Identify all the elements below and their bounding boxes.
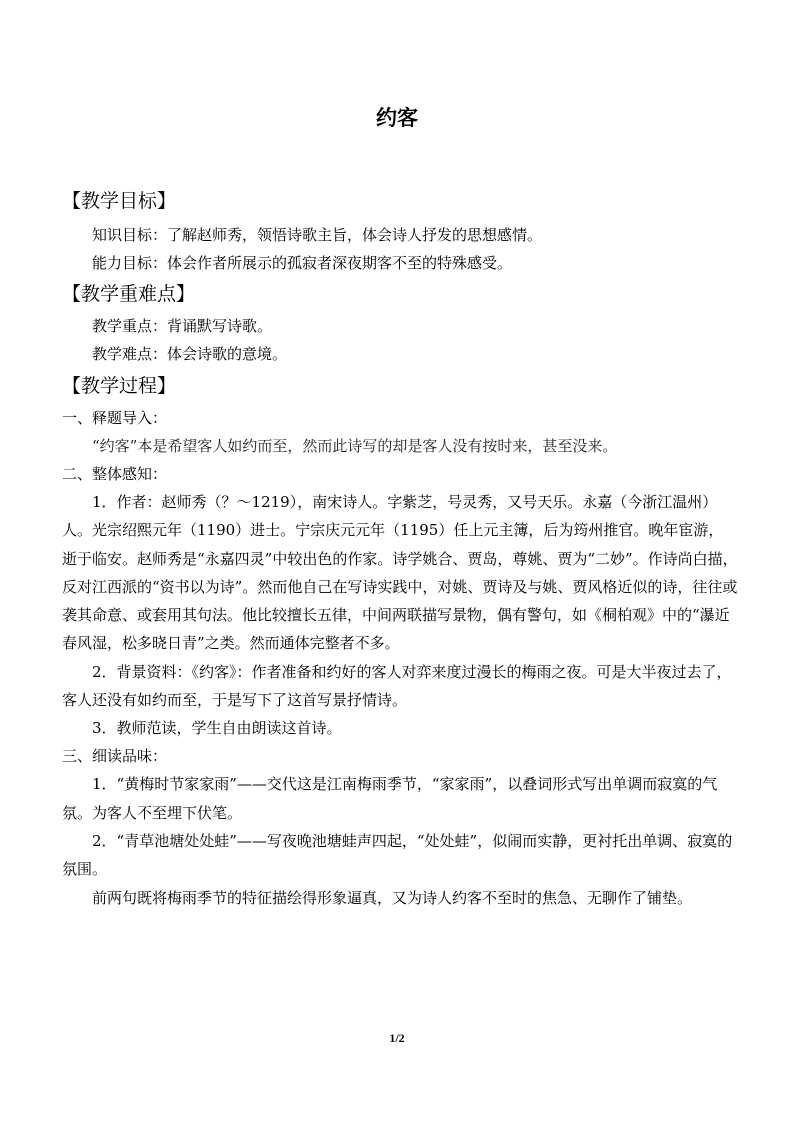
process-part3-heading: 三、细读品味： — [62, 747, 168, 766]
process-part2-reading: 3．教师范读，学生自由朗读这首诗。 — [92, 719, 342, 738]
process-part2-heading: 二、整体感知： — [62, 465, 168, 483]
goal-ability: 能力目标：体会作者所展示的孤寂者深夜期客不至的特殊感受。 — [92, 254, 513, 272]
process-part3-line1: 1．“黄梅时节家家雨”——交代这是江南梅雨季节，“家家雨”，以叠词形式写出单调而寂寞的气氛。为客人不至埋下伏笔。 — [62, 775, 718, 822]
section-heading-process: 【教学过程】 — [62, 375, 177, 397]
page-title: 约客 — [376, 106, 418, 130]
process-part1-heading: 一、释题导入： — [62, 409, 168, 427]
process-part3-line2: 2．“青草池塘处处蛙”——写夜晚池塘蛙声四起，“处处蛙”，似闹而实静，更衬托出单调、寂寞的氛围。 — [62, 831, 733, 879]
process-part2-author: 1．作者：赵师秀（？～1219），南宋诗人。字紫芝，号灵秀，又号天乐。永嘉（今浙江温州）人。光宗绍熙元年（1190）进士。宁宗庆元元年（1195）任上元主簿，后为筠州推官。晚年宦游，逝于临安。赵师秀是“永嘉四灵”中较出色的作家。诗学姚合、贾岛，尊姚、贾为“二妙”。作诗尚白描，反对江西派的“资书以为诗”。然而他自己在写诗实践中，对姚、贾诗及与姚、贾风格近似的诗，往往或袭其命意、或套用其句法。他比较擅长五律，中间两联描写景物，偶有警句，如《桐柏观》中的“瀑近春风湿，松多晓日青”之类。然而通体完整者不多。 — [62, 493, 738, 653]
document-body — [62, 184, 738, 912]
page-number: 1/2 — [389, 1031, 405, 1045]
process-part3-summary: 前两句既将梅雨季节的特征描绘得形象逼真，又为诗人约客不至时的焦急、无聊作了铺垫。 — [92, 888, 693, 907]
process-part2-background: 2．背景资料：《约客》：作者准备和约好的客人对弈来度过漫长的梅雨之夜。可是大半夜过去了，客人还没有如约而至，于是写下了这首写景抒情诗。 — [62, 662, 732, 710]
goal-knowledge: 知识目标：了解赵师秀，领悟诗歌主旨，体会诗人抒发的思想感情。 — [92, 226, 543, 244]
key-point: 教学重点：背诵默写诗歌。 — [92, 317, 273, 335]
section-heading-key-points: 【教学重难点】 — [62, 283, 196, 305]
section-heading-goals: 【教学目标】 — [62, 190, 177, 212]
difficult-point: 教学难点：体会诗歌的意境。 — [92, 345, 288, 363]
process-part1-text: “约客”本是希望客人如约而至，然而此诗写的却是客人没有按时来，甚至没来。 — [92, 437, 618, 455]
